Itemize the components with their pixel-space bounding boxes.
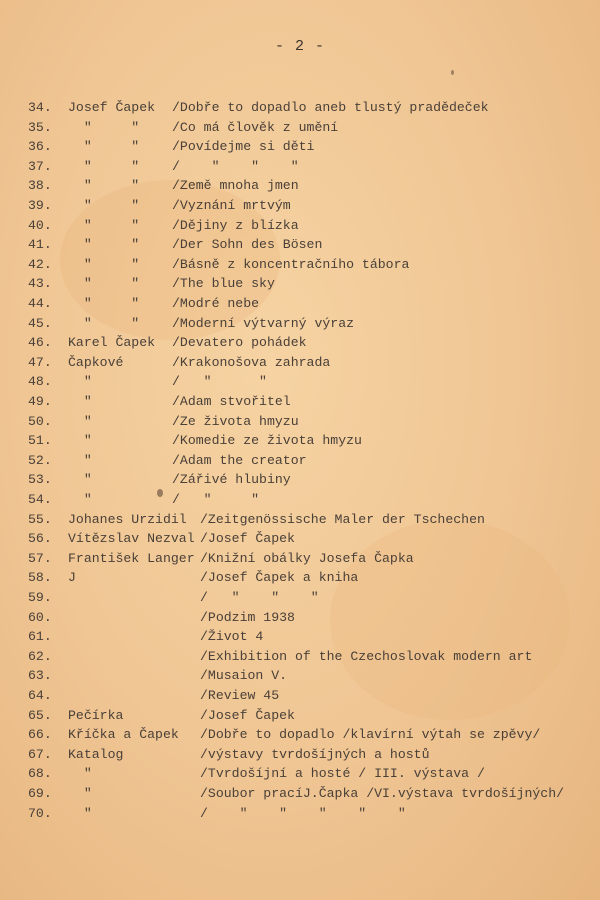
entry-title: /Josef Čapek <box>200 707 295 723</box>
list-item <box>0 216 600 236</box>
entry-author: " " <box>68 256 140 272</box>
entry-number: 35. <box>28 119 52 135</box>
entry-number: 66. <box>28 727 52 743</box>
list-item <box>0 412 600 432</box>
entry-title: /Dobře to dopadlo aneb tlustý pradědeček <box>172 100 489 115</box>
entry-number: 63. <box>28 668 52 684</box>
entry-author: " <box>68 492 92 507</box>
entry-number: 40. <box>28 217 52 233</box>
entry-title: /Země mnoha jmen <box>172 178 299 194</box>
entry-author: " <box>68 452 92 468</box>
list-item <box>0 431 600 451</box>
entry-author: " " <box>68 237 140 253</box>
entry-number: 53. <box>28 472 52 488</box>
entry-number: 61. <box>28 629 52 645</box>
list-item <box>0 549 600 569</box>
entry-title: /Musaion V. <box>200 668 288 684</box>
list-item <box>0 196 600 216</box>
entry-author: " <box>68 472 92 488</box>
entry-author: " " <box>68 139 140 155</box>
entry-author: " " <box>68 276 140 292</box>
entry-title: /Co má člověk z umění <box>172 119 339 135</box>
entry-title: / " " " <box>172 158 299 174</box>
ink-spot <box>451 70 454 75</box>
entry-author: " <box>68 805 92 821</box>
list-item <box>0 176 600 196</box>
entry-number: 37. <box>28 158 52 174</box>
entry-number: 59. <box>28 590 52 605</box>
entry-author: J <box>68 570 76 586</box>
list-item <box>0 470 600 490</box>
list-item <box>0 666 600 686</box>
entry-title: / " " <box>172 374 267 390</box>
entry-number: 64. <box>28 688 52 703</box>
entry-number: 57. <box>28 550 52 566</box>
list-item <box>0 608 600 628</box>
entry-number: 47. <box>28 354 52 370</box>
entry-number: 42. <box>28 256 52 272</box>
entry-title: /Komedie ze života hmyzu <box>172 433 362 449</box>
entry-title: /Dobře to dopadlo /klavírní výtah se zpěvy/ <box>200 727 541 743</box>
list-item <box>0 118 600 138</box>
entry-title: / " " " <box>200 590 319 605</box>
entry-title: /Ze života hmyzu <box>172 413 299 429</box>
list-item <box>0 372 600 392</box>
entry-number: 58. <box>28 570 52 586</box>
entry-number: 36. <box>28 139 52 155</box>
entry-number: 48. <box>28 374 52 390</box>
entry-author: " <box>68 433 92 449</box>
entry-author: " " <box>68 315 140 331</box>
list-item <box>0 490 600 510</box>
entry-number: 50. <box>28 413 52 429</box>
entry-number: 54. <box>28 492 52 507</box>
entry-title: /Adam stvořitel <box>172 394 291 409</box>
entry-title: /Josef Čapek a kniha <box>200 570 359 586</box>
entry-title: /Básně z koncentračního tábora <box>172 256 410 272</box>
entry-number: 41. <box>28 237 52 253</box>
entry-number: 65. <box>28 707 52 723</box>
entry-author: Vítězslav Nezval <box>68 531 195 547</box>
list-item <box>0 568 600 588</box>
list-item <box>0 706 600 726</box>
entry-title: /Život 4 <box>200 629 264 645</box>
entry-number: 49. <box>28 394 52 409</box>
entry-number: 69. <box>28 786 52 801</box>
list-item <box>0 804 600 824</box>
list-item <box>0 647 600 667</box>
entry-author: " " <box>68 217 140 233</box>
entry-number: 39. <box>28 198 52 213</box>
entry-title: /Knižní obálky Josefa Čapka <box>200 550 414 566</box>
entry-author: " " <box>68 158 140 174</box>
entry-author: " " <box>68 119 140 135</box>
list-item <box>0 627 600 647</box>
entry-title: /The blue sky <box>172 276 275 292</box>
list-item <box>0 333 600 353</box>
entry-number: 60. <box>28 609 52 625</box>
entry-title: /Der Sohn des Bösen <box>172 237 323 253</box>
list-item <box>0 353 600 373</box>
entry-author: Kříčka a Čapek <box>68 727 179 743</box>
list-item <box>0 745 600 765</box>
entry-author: Johanes Urzidil <box>68 511 187 527</box>
list-item <box>0 314 600 334</box>
entry-author: " <box>68 786 92 801</box>
list-item <box>0 764 600 784</box>
entry-number: 45. <box>28 315 52 331</box>
entry-author: " " <box>68 178 140 194</box>
entry-author: " <box>68 394 92 409</box>
entry-number: 70. <box>28 805 52 821</box>
entry-title: /Modré nebe <box>172 296 260 311</box>
entry-title: /Vyznání mrtvým <box>172 198 291 213</box>
entry-author: Katalog <box>68 746 124 762</box>
entry-title: /Review 45 <box>200 688 280 703</box>
entry-author: " " <box>68 296 140 311</box>
entry-author: " " <box>68 198 140 213</box>
entry-number: 38. <box>28 178 52 194</box>
entry-number: 51. <box>28 433 52 449</box>
entry-title: / " " <box>172 492 260 507</box>
page-number: - 2 - <box>274 38 325 55</box>
list-item <box>0 255 600 275</box>
list-item <box>0 686 600 706</box>
entry-number: 44. <box>28 296 52 311</box>
entry-author: " <box>68 374 92 390</box>
list-item <box>0 274 600 294</box>
list-item <box>0 510 600 530</box>
list-item <box>0 784 600 804</box>
list-item <box>0 451 600 471</box>
entry-number: 67. <box>28 746 52 762</box>
list-item <box>0 137 600 157</box>
entry-author: Čapkové <box>68 354 124 370</box>
entry-number: 62. <box>28 648 52 664</box>
entry-author: " <box>68 413 92 429</box>
entry-author: Karel Čapek <box>68 335 156 351</box>
entry-title: /Soubor pracíJ.Čapka /VI.výstava tvrdošíjných/ <box>200 786 565 801</box>
entry-number: 46. <box>28 335 52 351</box>
list-item <box>0 588 600 608</box>
entry-number: 43. <box>28 276 52 292</box>
entry-author: František Langer <box>68 550 195 566</box>
entry-number: 56. <box>28 531 52 547</box>
entry-author: Josef Čapek <box>68 100 156 115</box>
list-item <box>0 98 600 118</box>
entry-title: /Povídejme si děti <box>172 139 315 155</box>
entry-title: / " " " " " <box>200 805 406 821</box>
entry-number: 52. <box>28 452 52 468</box>
entry-title: /Podzim 1938 <box>200 609 295 625</box>
entry-title: /výstavy tvrdošíjných a hostů <box>200 746 430 762</box>
entry-title: /Zeitgenössische Maler der Tschechen <box>200 511 485 527</box>
entry-title: /Dějiny z blízka <box>172 217 299 233</box>
entry-number: 55. <box>28 511 52 527</box>
entry-title: /Adam the creator <box>172 452 307 468</box>
entry-title: /Exhibition of the Czechoslovak modern art <box>200 648 533 664</box>
entry-title: /Josef Čapek <box>200 531 295 547</box>
entry-title: /Zářivé hlubiny <box>172 472 291 488</box>
entry-title: /Moderní výtvarný výraz <box>172 315 355 331</box>
list-item <box>0 529 600 549</box>
entry-title: /Tvrdošíjní a hosté / III. výstava / <box>200 766 485 782</box>
list-item <box>0 294 600 314</box>
list-item <box>0 157 600 177</box>
entry-number: 68. <box>28 766 52 782</box>
entry-title: /Devatero pohádek <box>172 335 307 351</box>
entry-author: " <box>68 766 92 782</box>
list-item <box>0 392 600 412</box>
entry-number: 34. <box>28 100 52 115</box>
entry-title: /Krakonošova zahrada <box>172 354 331 370</box>
entry-author: Pečírka <box>68 707 124 723</box>
list-item <box>0 725 600 745</box>
list-item <box>0 235 600 255</box>
